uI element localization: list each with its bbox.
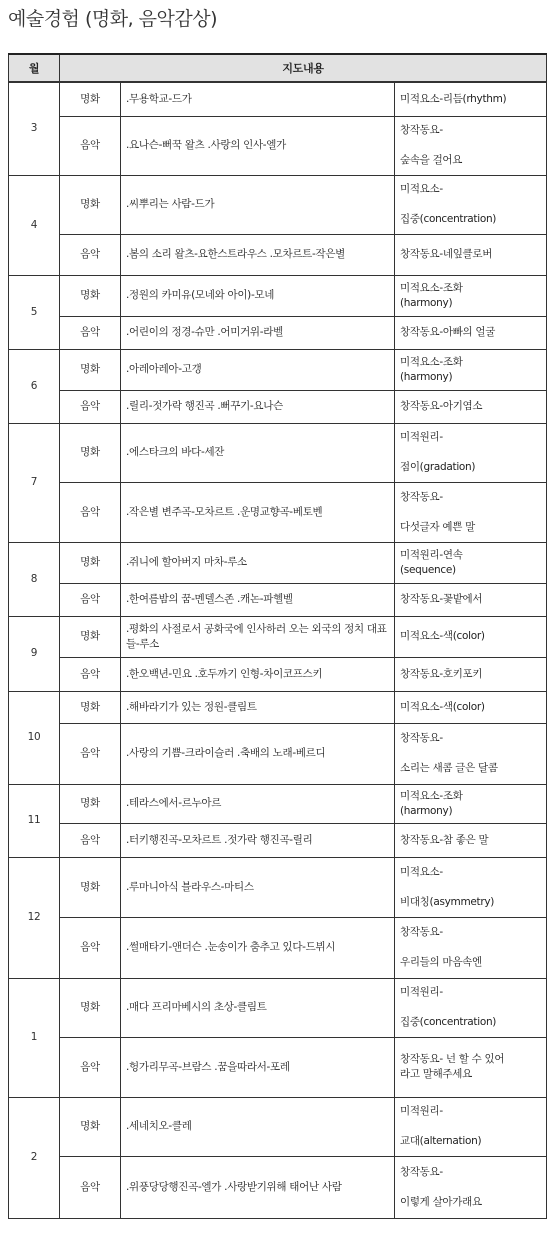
content-cell: .해바라기가 있는 정원-클림트 (121, 691, 395, 723)
element-line-2: 우리들의 마음속엔 (400, 956, 482, 968)
element-line-1: 창작동요- 넌 할 수 있어 (400, 1053, 505, 1065)
element-line-1: 미적요소-조화 (400, 789, 463, 802)
element-cell (395, 657, 547, 691)
category-cell: 음악 (60, 482, 121, 542)
element-line-2: 라고 말해주세요 (400, 1068, 472, 1080)
content-cell: .테라스에서-르누아르 (121, 784, 395, 823)
element-cell (395, 116, 547, 175)
element-cell (395, 316, 547, 349)
table-row (9, 82, 547, 116)
month-column-header: 월 (9, 54, 60, 82)
content-cell: .헝가리무곡-브람스 .꿈을따라서-포레 (121, 1037, 395, 1097)
category-cell: 명화 (60, 175, 121, 234)
category-cell: 음악 (60, 823, 121, 857)
table-row (9, 616, 547, 657)
month-cell: 6 (9, 349, 60, 423)
table-row (9, 316, 547, 349)
element-cell (395, 542, 547, 583)
table-row (9, 657, 547, 691)
table-row (9, 175, 547, 234)
element-line-2: 집중(concentration) (400, 213, 497, 225)
month-cell: 9 (9, 616, 60, 691)
content-column-header: 지도내용 (60, 54, 547, 82)
element-line-1: 창작동요-네잎클로버 (400, 248, 493, 260)
element-line-2: 집중(concentration) (400, 1016, 497, 1028)
content-cell: .정원의 카미유(모네와 아이)-모네 (121, 275, 395, 316)
table-row (9, 1156, 547, 1218)
category-cell: 음악 (60, 657, 121, 691)
category-cell: 명화 (60, 82, 121, 116)
content-cell: .릴리-젓가락 행진곡 .뻐꾸기-요나슨 (121, 390, 395, 423)
element-line-2: 소리는 새콤 글은 달콤 (400, 762, 498, 774)
content-cell: .한여름밤의 꿈-멘델스존 .캐논-파헬벨 (121, 583, 395, 616)
element-line-2: (harmony) (400, 804, 453, 817)
table-row (9, 423, 547, 482)
element-line-2: 교대(alternation) (400, 1135, 482, 1147)
element-cell (395, 1156, 547, 1218)
element-line-1: 미적요소-리듬(rhythm) (400, 92, 507, 105)
element-line-2: 다섯글자 예쁜 말 (400, 520, 475, 533)
month-cell: 7 (9, 423, 60, 542)
element-line-2: 이렇게 살아가래요 (400, 1195, 482, 1208)
element-cell (395, 691, 547, 723)
table-row (9, 978, 547, 1037)
element-cell (395, 1097, 547, 1156)
element-line-1: 창작동요-꽃밭에서 (400, 593, 483, 605)
category-cell: 명화 (60, 857, 121, 917)
element-line-2: (harmony) (400, 296, 453, 309)
category-cell: 음악 (60, 1037, 121, 1097)
content-cell: .한오백년-민요 .호두까기 인형-차이코프스키 (121, 657, 395, 691)
element-cell (395, 823, 547, 857)
element-line-2: (sequence) (400, 563, 456, 576)
element-cell (395, 349, 547, 390)
table-row (9, 116, 547, 175)
element-line-1: 미적요소-색(color) (400, 630, 485, 642)
category-cell: 음악 (60, 917, 121, 978)
table-body (9, 82, 547, 1218)
category-cell: 명화 (60, 275, 121, 316)
table-row (9, 823, 547, 857)
element-line-1: 미적요소-조화 (400, 355, 463, 368)
category-cell: 명화 (60, 423, 121, 482)
element-cell (395, 275, 547, 316)
month-cell: 1 (9, 978, 60, 1097)
table-row (9, 275, 547, 316)
content-cell: .루마니아식 블라우스-마티스 (121, 857, 395, 917)
element-line-1: 창작동요-호키포키 (400, 667, 483, 680)
content-cell: .작은별 변주곡-모차르트 .운명교향곡-베토벤 (121, 482, 395, 542)
content-cell: .씨뿌리는 사람-드가 (121, 175, 395, 234)
table-row (9, 542, 547, 583)
element-line-1: 미적요소- (400, 183, 443, 195)
category-cell: 음악 (60, 316, 121, 349)
element-line-1: 미적원리- (400, 986, 443, 998)
element-cell (395, 1037, 547, 1097)
content-cell: .위풍당당행진곡-엘가 .사랑받기위해 태어난 사람 (121, 1156, 395, 1218)
element-line-1: 미적원리- (400, 431, 443, 443)
curriculum-table (8, 53, 547, 1219)
element-line-1: 미적요소-색(color) (400, 700, 485, 713)
table-row (9, 234, 547, 275)
category-cell: 음악 (60, 1156, 121, 1218)
month-cell: 3 (9, 82, 60, 175)
element-line-1: 창작동요- (400, 926, 443, 938)
category-cell: 명화 (60, 349, 121, 390)
element-cell (395, 978, 547, 1037)
content-cell: .봄의 소리 왈츠-요한스트라우스 .모차르트-작은별 (121, 234, 395, 275)
month-cell: 4 (9, 175, 60, 275)
element-line-1: 미적원리-연속 (400, 548, 463, 561)
element-line-1: 창작동요-아빠의 얼굴 (400, 326, 496, 338)
content-cell: .무용학교-드가 (121, 82, 395, 116)
table-row (9, 723, 547, 784)
category-cell: 명화 (60, 542, 121, 583)
content-cell: .에스타크의 바다-세잔 (121, 423, 395, 482)
month-cell: 10 (9, 691, 60, 784)
month-cell: 2 (9, 1097, 60, 1218)
content-cell: .터키행진곡-모차르트 .젓가락 행진곡-릴리 (121, 823, 395, 857)
month-cell: 12 (9, 857, 60, 978)
element-cell (395, 616, 547, 657)
table-row (9, 390, 547, 423)
element-cell (395, 784, 547, 823)
month-cell: 8 (9, 542, 60, 616)
table-row (9, 691, 547, 723)
table-row (9, 784, 547, 823)
element-cell (395, 723, 547, 784)
table-row (9, 1037, 547, 1097)
element-line-2: 점이(gradation) (400, 461, 476, 473)
content-cell: .매다 프리마베시의 초상-클림트 (121, 978, 395, 1037)
category-cell: 음악 (60, 583, 121, 616)
category-cell: 명화 (60, 978, 121, 1037)
element-line-1: 미적원리- (400, 1105, 443, 1117)
element-cell (395, 917, 547, 978)
element-cell (395, 583, 547, 616)
element-line-1: 창작동요-아기염소 (400, 400, 483, 412)
month-cell: 5 (9, 275, 60, 349)
element-line-2: (harmony) (400, 370, 453, 383)
element-cell (395, 482, 547, 542)
table-row (9, 583, 547, 616)
element-cell (395, 175, 547, 234)
element-line-2: 숲속을 걸어요 (400, 154, 463, 166)
category-cell: 명화 (60, 1097, 121, 1156)
content-cell: .세네치오-클레 (121, 1097, 395, 1156)
element-line-1: 창작동요- (400, 732, 443, 744)
table-row (9, 857, 547, 917)
element-line-1: 미적요소-조화 (400, 281, 463, 294)
content-cell: .썰매타기-앤더슨 .눈송이가 춤추고 있다-드뷔시 (121, 917, 395, 978)
table-row (9, 917, 547, 978)
content-cell: .사랑의 기쁨-크라이슬러 .축배의 노래-베르디 (121, 723, 395, 784)
element-line-1: 창작동요- (400, 1165, 443, 1178)
page-title: 예술경험 (명화, 음악감상) (8, 8, 217, 30)
table-row (9, 482, 547, 542)
category-cell: 음악 (60, 390, 121, 423)
element-cell (395, 423, 547, 482)
element-cell (395, 390, 547, 423)
element-line-1: 창작동요- (400, 490, 443, 503)
category-cell: 음악 (60, 116, 121, 175)
element-cell (395, 234, 547, 275)
category-cell: 명화 (60, 616, 121, 657)
element-cell (395, 82, 547, 116)
content-cell: .쥐니에 할아버지 마차-루소 (121, 542, 395, 583)
element-line-1: 창작동요- (400, 124, 443, 136)
content-cell: .요나슨-뻐꾹 왈츠 .사랑의 인사-엘가 (121, 116, 395, 175)
table-header-row (9, 54, 547, 82)
element-line-2: 비대칭(asymmetry) (400, 895, 495, 908)
content-cell: .아레아레아-고갱 (121, 349, 395, 390)
content-cell: .어린이의 정경-슈만 .어미거위-라벨 (121, 316, 395, 349)
month-cell: 11 (9, 784, 60, 857)
category-cell: 음악 (60, 234, 121, 275)
category-cell: 명화 (60, 784, 121, 823)
table-row (9, 349, 547, 390)
element-line-1: 창작동요-참 좋은 말 (400, 833, 489, 846)
category-cell: 명화 (60, 691, 121, 723)
category-cell: 음악 (60, 723, 121, 784)
content-cell: .평화의 사절로서 공화국에 인사하러 오는 외국의 정치 대표들-루소 (121, 616, 395, 657)
element-line-1: 미적요소- (400, 865, 443, 878)
table-row (9, 1097, 547, 1156)
element-cell (395, 857, 547, 917)
